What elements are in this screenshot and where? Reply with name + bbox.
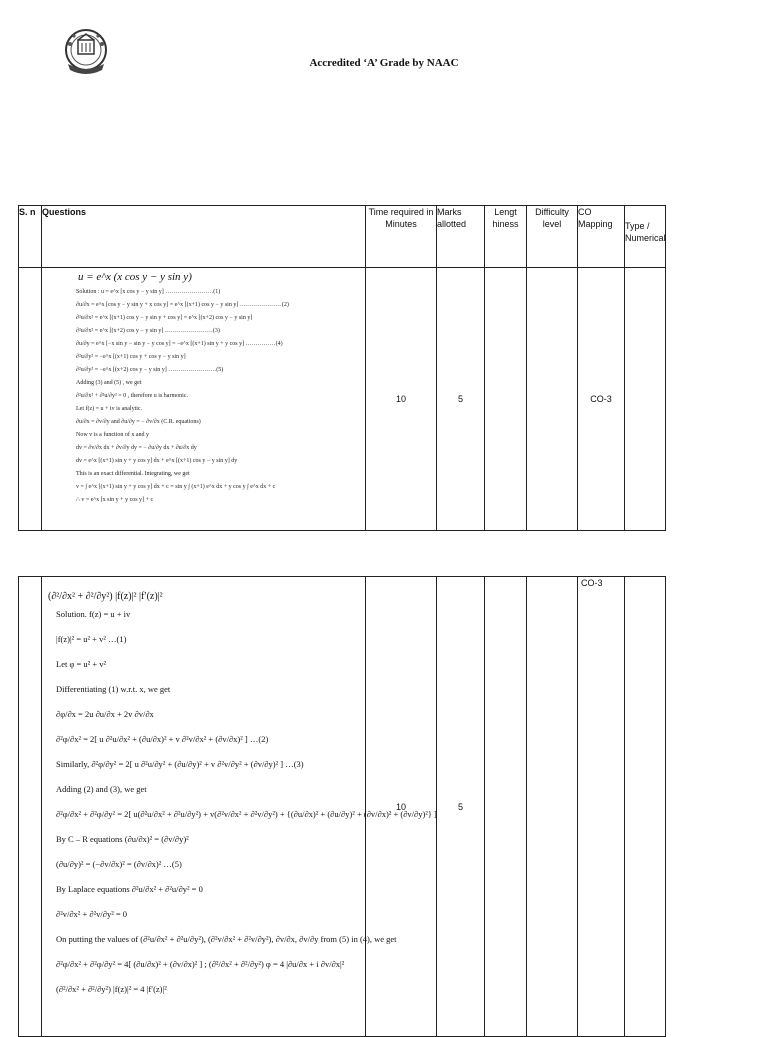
co-value: CO-3: [578, 268, 625, 531]
accreditation-heading: Accredited ‘A’ Grade by NAAC: [309, 57, 459, 69]
solution-block: [42, 287, 365, 504]
header-co: CO Mapping: [578, 206, 625, 268]
solution-line: ∂²u/∂x² + ∂²u/∂y² = 0 , therefore u is harmonic.: [76, 393, 188, 399]
question-cell: [42, 268, 366, 531]
co-cell: [578, 577, 625, 1037]
solution-line: ∂u/∂x = e^x [cos y − y sin y + x cos y] = e^x [(x+1) cos y − y sin y] …………………(2): [76, 302, 289, 308]
marks-value: 5: [437, 577, 485, 1037]
header-marks: Marks allotted: [437, 206, 485, 268]
solution-line: |f(z)|² = u² + v² …(1): [56, 634, 127, 644]
solution-line: ∂²φ/∂x² = 2[ u ∂²u/∂x² + (∂u/∂x)² + v ∂²v/∂x² + (∂v/∂x)² ] …(2): [56, 734, 269, 744]
solution-line: dv = e^x [(x+1) sin y + y cos y] dx + e^x [(x+1) cos y − y sin y] dy: [76, 458, 238, 464]
solution-line: Solution. f(z) = u + iv: [56, 609, 131, 619]
question-text: u = e^x (x cos y − y sin y): [78, 271, 192, 283]
solution-line: On putting the values of (∂²u/∂x² + ∂²u/∂y²), (∂²v/∂x² + ∂²v/∂y²), ∂v/∂x, ∂v/∂y from (5) in (4), we get: [56, 934, 397, 944]
solution-line: Similarly, ∂²φ/∂y² = 2[ u ∂²u/∂y² + (∂u/∂y)² + v ∂²v/∂y² + (∂v/∂y)² ] …(3): [56, 759, 304, 769]
solution-line: Solution : u = e^x [x cos y − y sin y] ……………………(1): [76, 289, 221, 295]
solution-line: ∂²u/∂x² = e^x [(x+1) cos y − y sin y + cos y] = e^x [(x+2) cos y − y sin y]: [76, 315, 253, 321]
difficulty-cell: [527, 268, 578, 531]
solution-line: ∂²v/∂x² + ∂²v/∂y² = 0: [56, 909, 128, 919]
marks-value: 5: [437, 268, 485, 531]
row-sn-cell: [19, 577, 42, 1037]
solution-line: Adding (3) and (5) , we get: [76, 380, 142, 386]
solution-line: (∂²/∂x² + ∂²/∂y²) |f(z)|² = 4 |f′(z)|²: [56, 984, 167, 994]
header-difficulty: Difficulty level: [527, 206, 578, 268]
solution-line: Now v is a function of x and y: [76, 432, 149, 438]
question-table-1: [18, 205, 666, 531]
solution-line: ∂φ/∂x = 2u ∂u/∂x + 2v ∂v/∂x: [56, 709, 154, 719]
header-questions: Questions: [42, 206, 366, 268]
row-sn-cell: [19, 268, 42, 531]
type-cell: [625, 268, 666, 531]
solution-line: ∂²u/∂x² = e^x [(x+2) cos y − y sin y] ……………………(3): [76, 328, 220, 334]
solution-line: Let φ = u² + v²: [56, 659, 107, 669]
length-cell: [485, 577, 527, 1037]
table-row: [19, 268, 666, 531]
type-cell: [625, 577, 666, 1037]
solution-line: ∂u/∂y = e^x [−x sin y − sin y − y cos y] = −e^x [(x+1) sin y + y cos y] ……………(4): [76, 341, 283, 347]
difficulty-cell: [527, 577, 578, 1037]
header-time: Time required in Minutes: [366, 206, 437, 268]
solution-line: ∂²u/∂y² = −e^x [(x+1) cos y + cos y − y sin y]: [76, 354, 186, 360]
header-length: Lengt hiness: [485, 206, 527, 268]
solution-line: This is an exact differential. Integrating, we get: [76, 471, 190, 477]
length-cell: [485, 268, 527, 531]
solution-line: ∴ v = e^x [x sin y + y cos y] + c: [76, 497, 154, 503]
solution-line: By C – R equations (∂u/∂x)² = (∂v/∂y)²: [56, 834, 189, 844]
table-row: [19, 577, 666, 1037]
college-seal-logo: [60, 26, 112, 78]
solution-line: ∂²φ/∂x² + ∂²φ/∂y² = 4[ (∂u/∂x)² + (∂v/∂x)² ] ; (∂²/∂x² + ∂²/∂y²) φ = 4 |∂u/∂x + i ∂v/∂x|²: [56, 959, 345, 969]
solution-line: Let f(z) = u + iv is analytic.: [76, 406, 143, 412]
co-value: CO-3: [581, 578, 603, 588]
solution-line: ∂²u/∂y² = −e^x [(x+2) cos y − y sin y] ……………………(5): [76, 367, 224, 373]
question-text: (∂²/∂x² + ∂²/∂y²) |f(z)|² |f′(z)|²: [48, 591, 163, 602]
header-sn: S. n: [19, 206, 42, 268]
time-value: 10: [366, 268, 437, 531]
solution-line: Differentiating (1) w.r.t. x, we get: [56, 684, 171, 694]
solution-line: (∂u/∂y)² = (−∂v/∂x)² = (∂v/∂x)² …(5): [56, 859, 182, 869]
solution-line: By Laplace equations ∂²u/∂x² + ∂²u/∂y² = 0: [56, 884, 203, 894]
header-type: Type / Numerical: [625, 206, 666, 268]
time-value: 10: [366, 577, 437, 1037]
table-header-row: [19, 206, 666, 268]
solution-line: v = ∫ e^x [(x+1) sin y + y cos y] dx + c = sin y ∫ (x+1) e^x dx + y cos y ∫ e^x dx + c: [76, 484, 276, 490]
solution-line: Adding (2) and (3), we get: [56, 784, 147, 794]
solution-line: ∂u/∂x = ∂v/∂y and ∂u/∂y = − ∂v/∂x (C.R. equations): [76, 419, 201, 425]
question-table-2: [18, 576, 666, 1037]
solution-line: ∂²φ/∂x² + ∂²φ/∂y² = 2[ u(∂²u/∂x² + ∂²u/∂y²) + v(∂²v/∂x² + ∂²v/∂y²) + {(∂u/∂x)² + (∂u/∂y)² + (∂v/∂x)² + (∂v/∂y)²} ]: [56, 809, 437, 819]
solution-line: dv = ∂v/∂x dx + ∂v/∂y dy = − ∂u/∂y dx + ∂u/∂x dy: [76, 445, 197, 451]
